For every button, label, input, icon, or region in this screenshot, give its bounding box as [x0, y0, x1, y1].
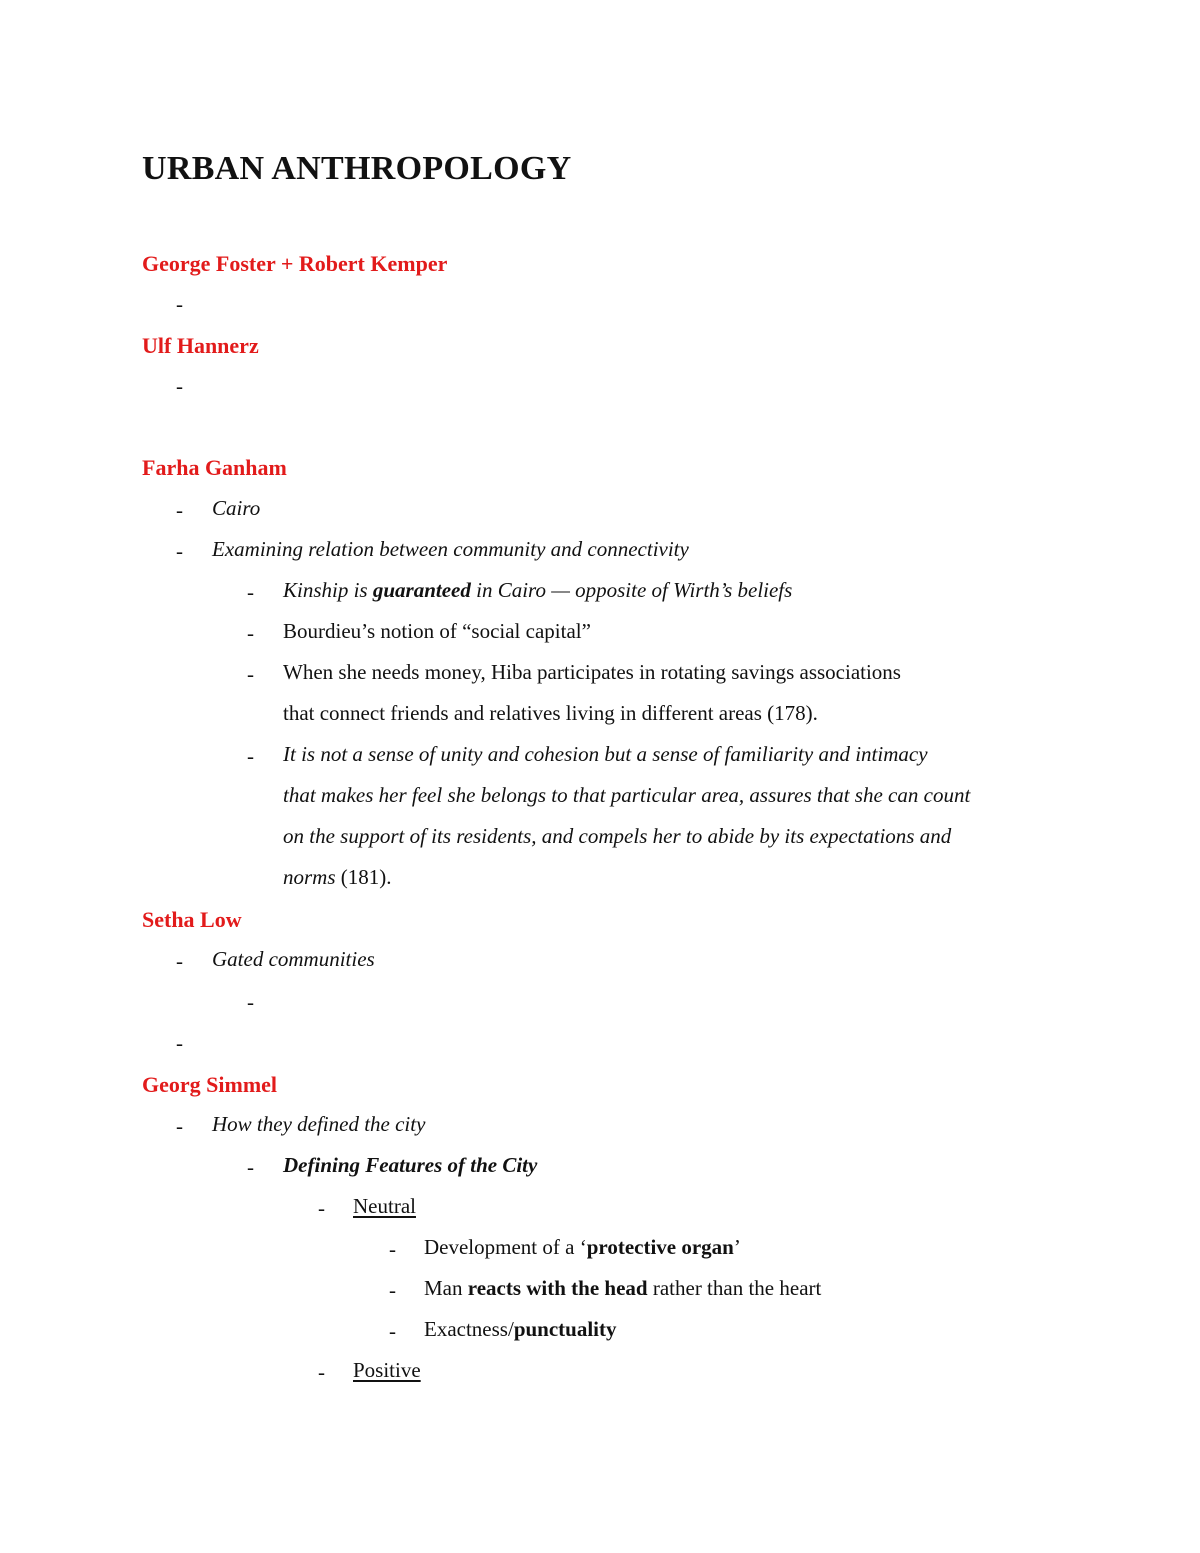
bullet-dash: -	[389, 1319, 396, 1343]
list-item-cairo: Cairo	[212, 496, 261, 520]
quote-norms: norms	[283, 865, 336, 889]
organ-text-c: ’	[733, 1235, 741, 1259]
list-item-money-line2: that connect friends and relatives living in different areas (178).	[283, 701, 818, 725]
list-item-kinship	[283, 580, 792, 601]
bullet-dash: -	[247, 1155, 254, 1179]
bullet-dash: -	[176, 1114, 183, 1138]
bullet-dash: -	[176, 498, 183, 522]
section-heading-hannerz: Ulf Hannerz	[142, 333, 259, 358]
organ-text-a: Development of a ‘	[424, 1235, 587, 1259]
exact-text-a: Exactness/	[424, 1317, 514, 1341]
kinship-text-a: Kinship is	[283, 578, 373, 602]
quote-line4	[283, 867, 392, 888]
bullet-dash: -	[176, 949, 183, 973]
section-heading-foster-kemper: George Foster + Robert Kemper	[142, 251, 448, 276]
list-item-neutral: Neutral	[353, 1194, 416, 1218]
head-text-a: Man	[424, 1276, 468, 1300]
bullet-dash: -	[247, 990, 254, 1014]
list-item-protective-organ	[424, 1237, 741, 1258]
bullet-dash: -	[389, 1278, 396, 1302]
list-item-examining: Examining relation between community and connectivity	[212, 537, 689, 561]
bullet-dash: -	[247, 744, 254, 768]
list-item-money-line1: When she needs money, Hiba participates in rotating savings associations	[283, 660, 901, 684]
head-text-bold: reacts with the head	[467, 1276, 648, 1300]
bullet-dash: -	[176, 374, 183, 398]
list-item-gated: Gated communities	[212, 947, 375, 971]
quote-line3: on the support of its residents, and compels her to abide by its expectations and	[283, 824, 952, 848]
list-item-how: How they defined the city	[212, 1112, 426, 1136]
kinship-text-bold: guaranteed	[372, 578, 471, 602]
kinship-text-c: in Cairo — opposite of Wirth’s beliefs	[470, 578, 793, 602]
quote-citation: (181).	[335, 865, 392, 889]
bullet-dash: -	[176, 1031, 183, 1055]
bullet-dash: -	[389, 1237, 396, 1261]
list-item-exactness	[424, 1319, 617, 1340]
page-title: URBAN ANTHROPOLOGY	[142, 150, 572, 187]
bullet-dash: -	[318, 1360, 325, 1384]
quote-line1: It is not a sense of unity and cohesion but a sense of familiarity and intimacy	[283, 742, 928, 766]
bullet-dash: -	[318, 1196, 325, 1220]
bullet-dash: -	[247, 580, 254, 604]
bullet-dash: -	[176, 539, 183, 563]
list-item-defining: Defining Features of the City	[283, 1153, 538, 1177]
section-heading-simmel: Georg Simmel	[142, 1072, 278, 1097]
bullet-dash: -	[176, 292, 183, 316]
exact-text-bold: punctuality	[513, 1317, 617, 1341]
bullet-dash: -	[247, 662, 254, 686]
list-item-reacts-head	[424, 1278, 821, 1299]
section-heading-ganham: Farha Ganham	[142, 455, 287, 480]
organ-text-bold: protective organ	[586, 1235, 734, 1259]
list-item-bourdieu: Bourdieu’s notion of “social capital”	[283, 619, 591, 643]
bullet-dash: -	[247, 621, 254, 645]
head-text-c: rather than the heart	[647, 1276, 822, 1300]
section-heading-low: Setha Low	[142, 907, 242, 932]
quote-line2: that makes her feel she belongs to that particular area, assures that she can count	[283, 783, 971, 807]
list-item-positive: Positive	[353, 1358, 421, 1382]
